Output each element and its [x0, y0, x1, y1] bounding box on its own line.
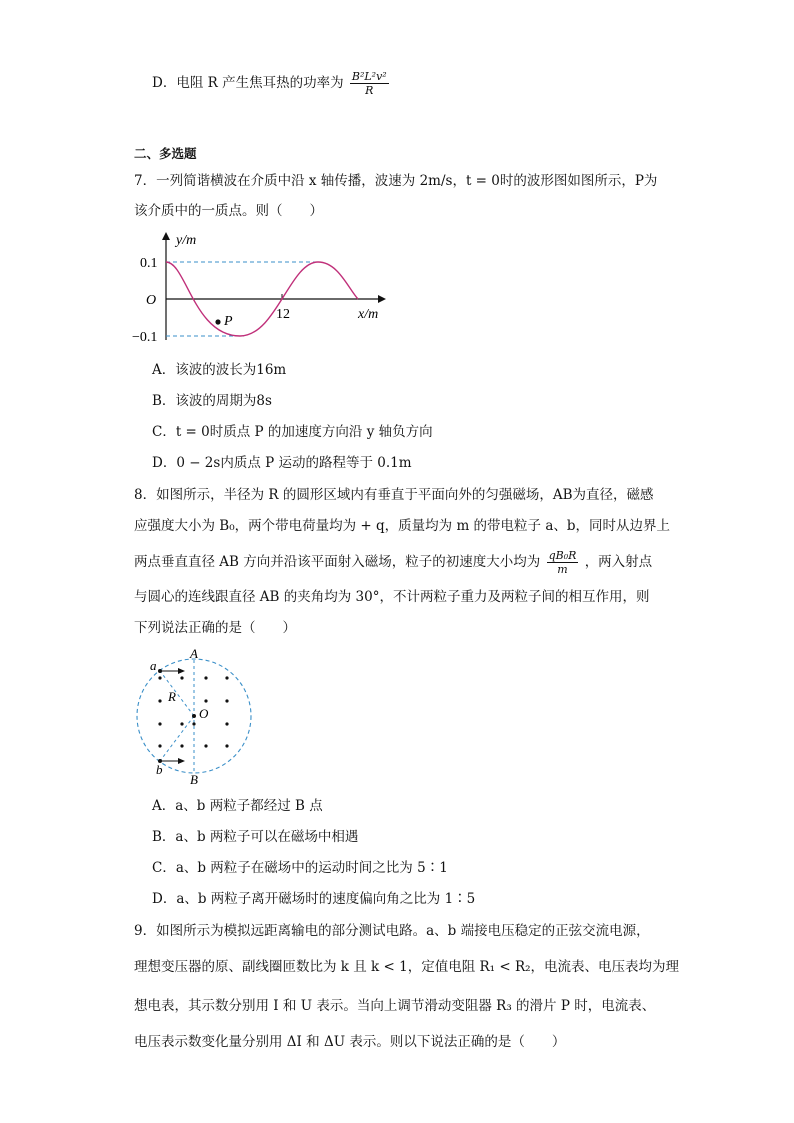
label-R: R — [168, 689, 176, 704]
q8-option-a[interactable]: A．a、b 两粒子都经过 B 点 — [152, 798, 323, 814]
q8-option-b[interactable]: B．a、b 两粒子可以在磁场中相遇 — [152, 829, 359, 845]
q9-stem-line3: 想电表，其示数分别用 I 和 U 表示。当向上调节滑动变阻器 R₃ 的滑片 P 时，电流表、 — [134, 998, 656, 1014]
velocity-fraction — [547, 549, 579, 576]
q8-stem-line2: 应强度大小为 B₀，两个带电荷量均为 + q，质量均为 m 的带电粒子 a、b，同时从边界上 — [134, 518, 671, 534]
q9-stem-line4: 电压表示数变化量分别用 ΔI 和 ΔU 表示。则以下说法正确的是（ ） — [134, 1034, 566, 1050]
origin-label: O — [146, 293, 157, 308]
field-dots — [158, 676, 228, 747]
fraction-denominator: R — [365, 84, 374, 97]
q8-stem-line4: 与圆心的连线跟直径 AB 的夹角均为 30°，不计两粒子重力及两粒子间的相互作用，则 — [134, 589, 650, 605]
q8-option-d[interactable]: D．a、b 两粒子离开磁场时的速度偏向角之比为 1∶5 — [152, 891, 476, 907]
q7-option-d[interactable]: D．0 − 2s内质点 P 运动的路程等于 0.1m — [152, 455, 412, 471]
radius-to-a — [160, 671, 194, 716]
q7-option-a[interactable]: A．该波的波长为16m — [152, 362, 287, 378]
q8-stem-line5: 下列说法正确的是（ ） — [134, 620, 296, 636]
section-heading: 二、多选题 — [134, 146, 197, 161]
q7-option-c[interactable]: C．t = 0时质点 P 的加速度方向沿 y 轴负方向 — [152, 424, 433, 440]
q8-magnetic-field-figure — [130, 646, 260, 786]
q9-stem-line1: 9．如图所示为模拟远距离输电的部分测试电路。a、b 端接电压稳定的正弦交流电源， — [134, 923, 650, 939]
label-A: A — [190, 646, 198, 661]
y-axis-label: y/m — [176, 233, 197, 248]
fraction-numerator: qB₀R — [548, 549, 577, 562]
x-axis-arrow — [378, 295, 386, 303]
q7-option-b[interactable]: B．该波的周期为8s — [152, 393, 272, 409]
fraction-denominator: m — [557, 563, 568, 576]
label-b: b — [156, 762, 163, 777]
q7-stem-line2: 该介质中的一质点。则（ ） — [134, 203, 323, 219]
q7-stem-line1: 7．一列简谐横波在介质中沿 x 轴传播，波速为 2m/s，t = 0时的波形图如图所示，P为 — [134, 173, 658, 189]
q8-option-c[interactable]: C．a、b 两粒子在磁场中的运动时间之比为 5∶1 — [152, 860, 448, 876]
label-a: a — [150, 658, 157, 673]
q8-stem-line3 — [134, 549, 652, 576]
x-axis-label: x/m — [358, 307, 379, 322]
q6-option-d[interactable] — [152, 70, 391, 97]
option-text: 电阻 R 产生焦耳热的功率为 — [176, 75, 344, 91]
point-p-label: P — [224, 314, 233, 329]
option-label: D． — [152, 75, 177, 91]
y-axis-arrow — [162, 232, 170, 240]
point-p — [215, 319, 220, 324]
x-tick-label: 12 — [276, 307, 290, 322]
q8-stem-line1: 8．如图所示，半径为 R 的圆形区域内有垂直于平面向外的匀强磁场，AB为直径，磁感 — [134, 487, 654, 503]
y-tick-label-neg: −0.1 — [132, 330, 158, 345]
particle-a-arrow — [178, 668, 185, 674]
q8-stem-line3-post: ，两入射点 — [584, 554, 653, 570]
y-tick-label-pos: 0.1 — [140, 256, 158, 271]
fraction — [350, 70, 389, 97]
fraction-numerator: B²L²v² — [351, 70, 387, 83]
radius-to-b — [160, 716, 194, 761]
q7-wave-figure — [130, 228, 400, 348]
q8-stem-line3-pre: 两点垂直直径 AB 方向并沿该平面射入磁场，粒子的初速度大小均为 — [134, 554, 541, 570]
label-O: O — [199, 706, 209, 721]
label-B: B — [190, 772, 198, 786]
q9-stem-line2: 理想变压器的原、副线圈匝数比为 k 且 k < 1，定值电阻 R₁ < R₂，电流表、电压表均为理 — [134, 959, 680, 975]
center-o-dot — [192, 714, 196, 718]
particle-b-arrow — [178, 758, 185, 764]
